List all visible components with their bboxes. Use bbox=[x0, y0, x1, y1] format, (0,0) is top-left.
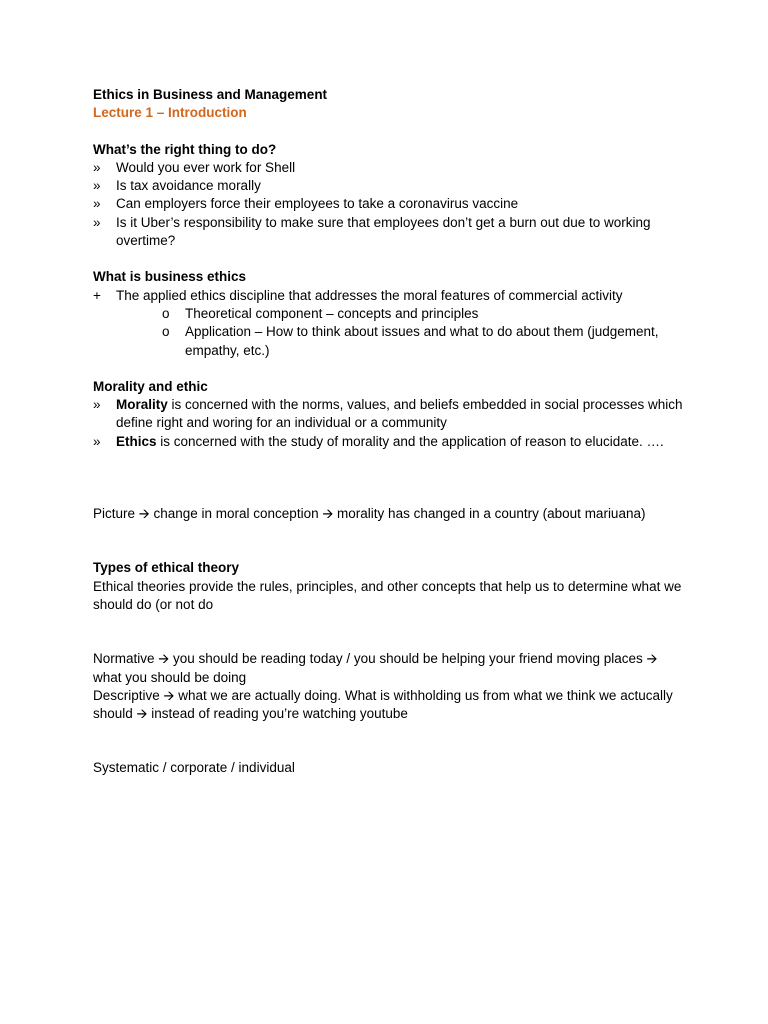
bullet-marker: » bbox=[93, 397, 101, 413]
sub-list-item-text: Theoretical component – concepts and principles bbox=[185, 305, 479, 321]
definition-text: is concerned with the study of morality and the application of reason to elucidate. …. bbox=[156, 433, 664, 449]
list-item-text: The applied ethics discipline that addresses the moral features of commercial activity bbox=[116, 287, 623, 303]
bullet-marker: » bbox=[93, 433, 101, 449]
circle-marker: o bbox=[162, 324, 170, 340]
morality-list bbox=[93, 396, 683, 451]
term-morality: Morality bbox=[116, 397, 168, 413]
list-item-text: Is it Uber’s responsibility to make sure that employees don’t get a burn out due to working overtime? bbox=[116, 214, 651, 249]
circle-marker: o bbox=[162, 305, 170, 321]
levels-line: Systematic / corporate / individual bbox=[93, 760, 295, 776]
document-title: Ethics in Business and Management bbox=[93, 87, 328, 102]
list-item bbox=[93, 177, 683, 195]
section-heading-ethical-theory: Types of ethical theory bbox=[93, 560, 240, 576]
bullet-marker: » bbox=[93, 159, 101, 175]
document-body bbox=[93, 86, 683, 778]
section-heading-right-thing: What’s the right thing to do? bbox=[93, 141, 277, 157]
plus-marker: + bbox=[93, 287, 101, 303]
ethical-theory-text: Ethical theories provide the rules, principles, and other concepts that help us to determine what we should do (or not do bbox=[93, 578, 682, 612]
business-ethics-list bbox=[93, 287, 683, 305]
bullet-marker: » bbox=[93, 178, 101, 194]
list-item bbox=[93, 214, 683, 251]
list-item bbox=[93, 195, 683, 213]
picture-note: Picture 🡪 change in moral conception 🡪 morality has changed in a country (about mariuana) bbox=[93, 506, 646, 522]
sub-list-item-text: Application – How to think about issues and what to do about them (judgement, empathy, etc.) bbox=[185, 324, 659, 358]
definition-text: is concerned with the norms, values, and beliefs embedded in social processes which define right and woring for an individual or a community bbox=[116, 397, 683, 431]
normative-paragraph: Normative 🡪 you should be reading today / you should be helping your friend moving places 🡪 what you should be doing bbox=[93, 651, 658, 685]
right-thing-list bbox=[93, 159, 683, 250]
bullet-marker: » bbox=[93, 196, 101, 212]
section-heading-morality: Morality and ethic bbox=[93, 378, 208, 394]
list-item-text: Is tax avoidance morally bbox=[116, 178, 261, 194]
list-item-text: Can employers force their employees to take a coronavirus vaccine bbox=[116, 196, 519, 212]
list-item bbox=[93, 159, 683, 177]
bullet-marker: » bbox=[93, 214, 101, 230]
descriptive-paragraph: Descriptive 🡪 what we are actually doing. What is withholding us from what we think we actucally should 🡪 instead of reading you’re watching youtube bbox=[93, 687, 673, 722]
sub-list-item bbox=[93, 323, 683, 360]
business-ethics-sublist bbox=[93, 305, 683, 360]
term-ethics: Ethics bbox=[116, 433, 157, 449]
sub-list-item bbox=[93, 305, 683, 323]
list-item bbox=[93, 433, 683, 451]
list-item-text: Would you ever work for Shell bbox=[116, 159, 296, 175]
list-item bbox=[93, 287, 683, 305]
lecture-title: Lecture 1 – Introduction bbox=[93, 105, 247, 121]
section-heading-business-ethics: What is business ethics bbox=[93, 269, 247, 285]
list-item bbox=[93, 396, 683, 433]
